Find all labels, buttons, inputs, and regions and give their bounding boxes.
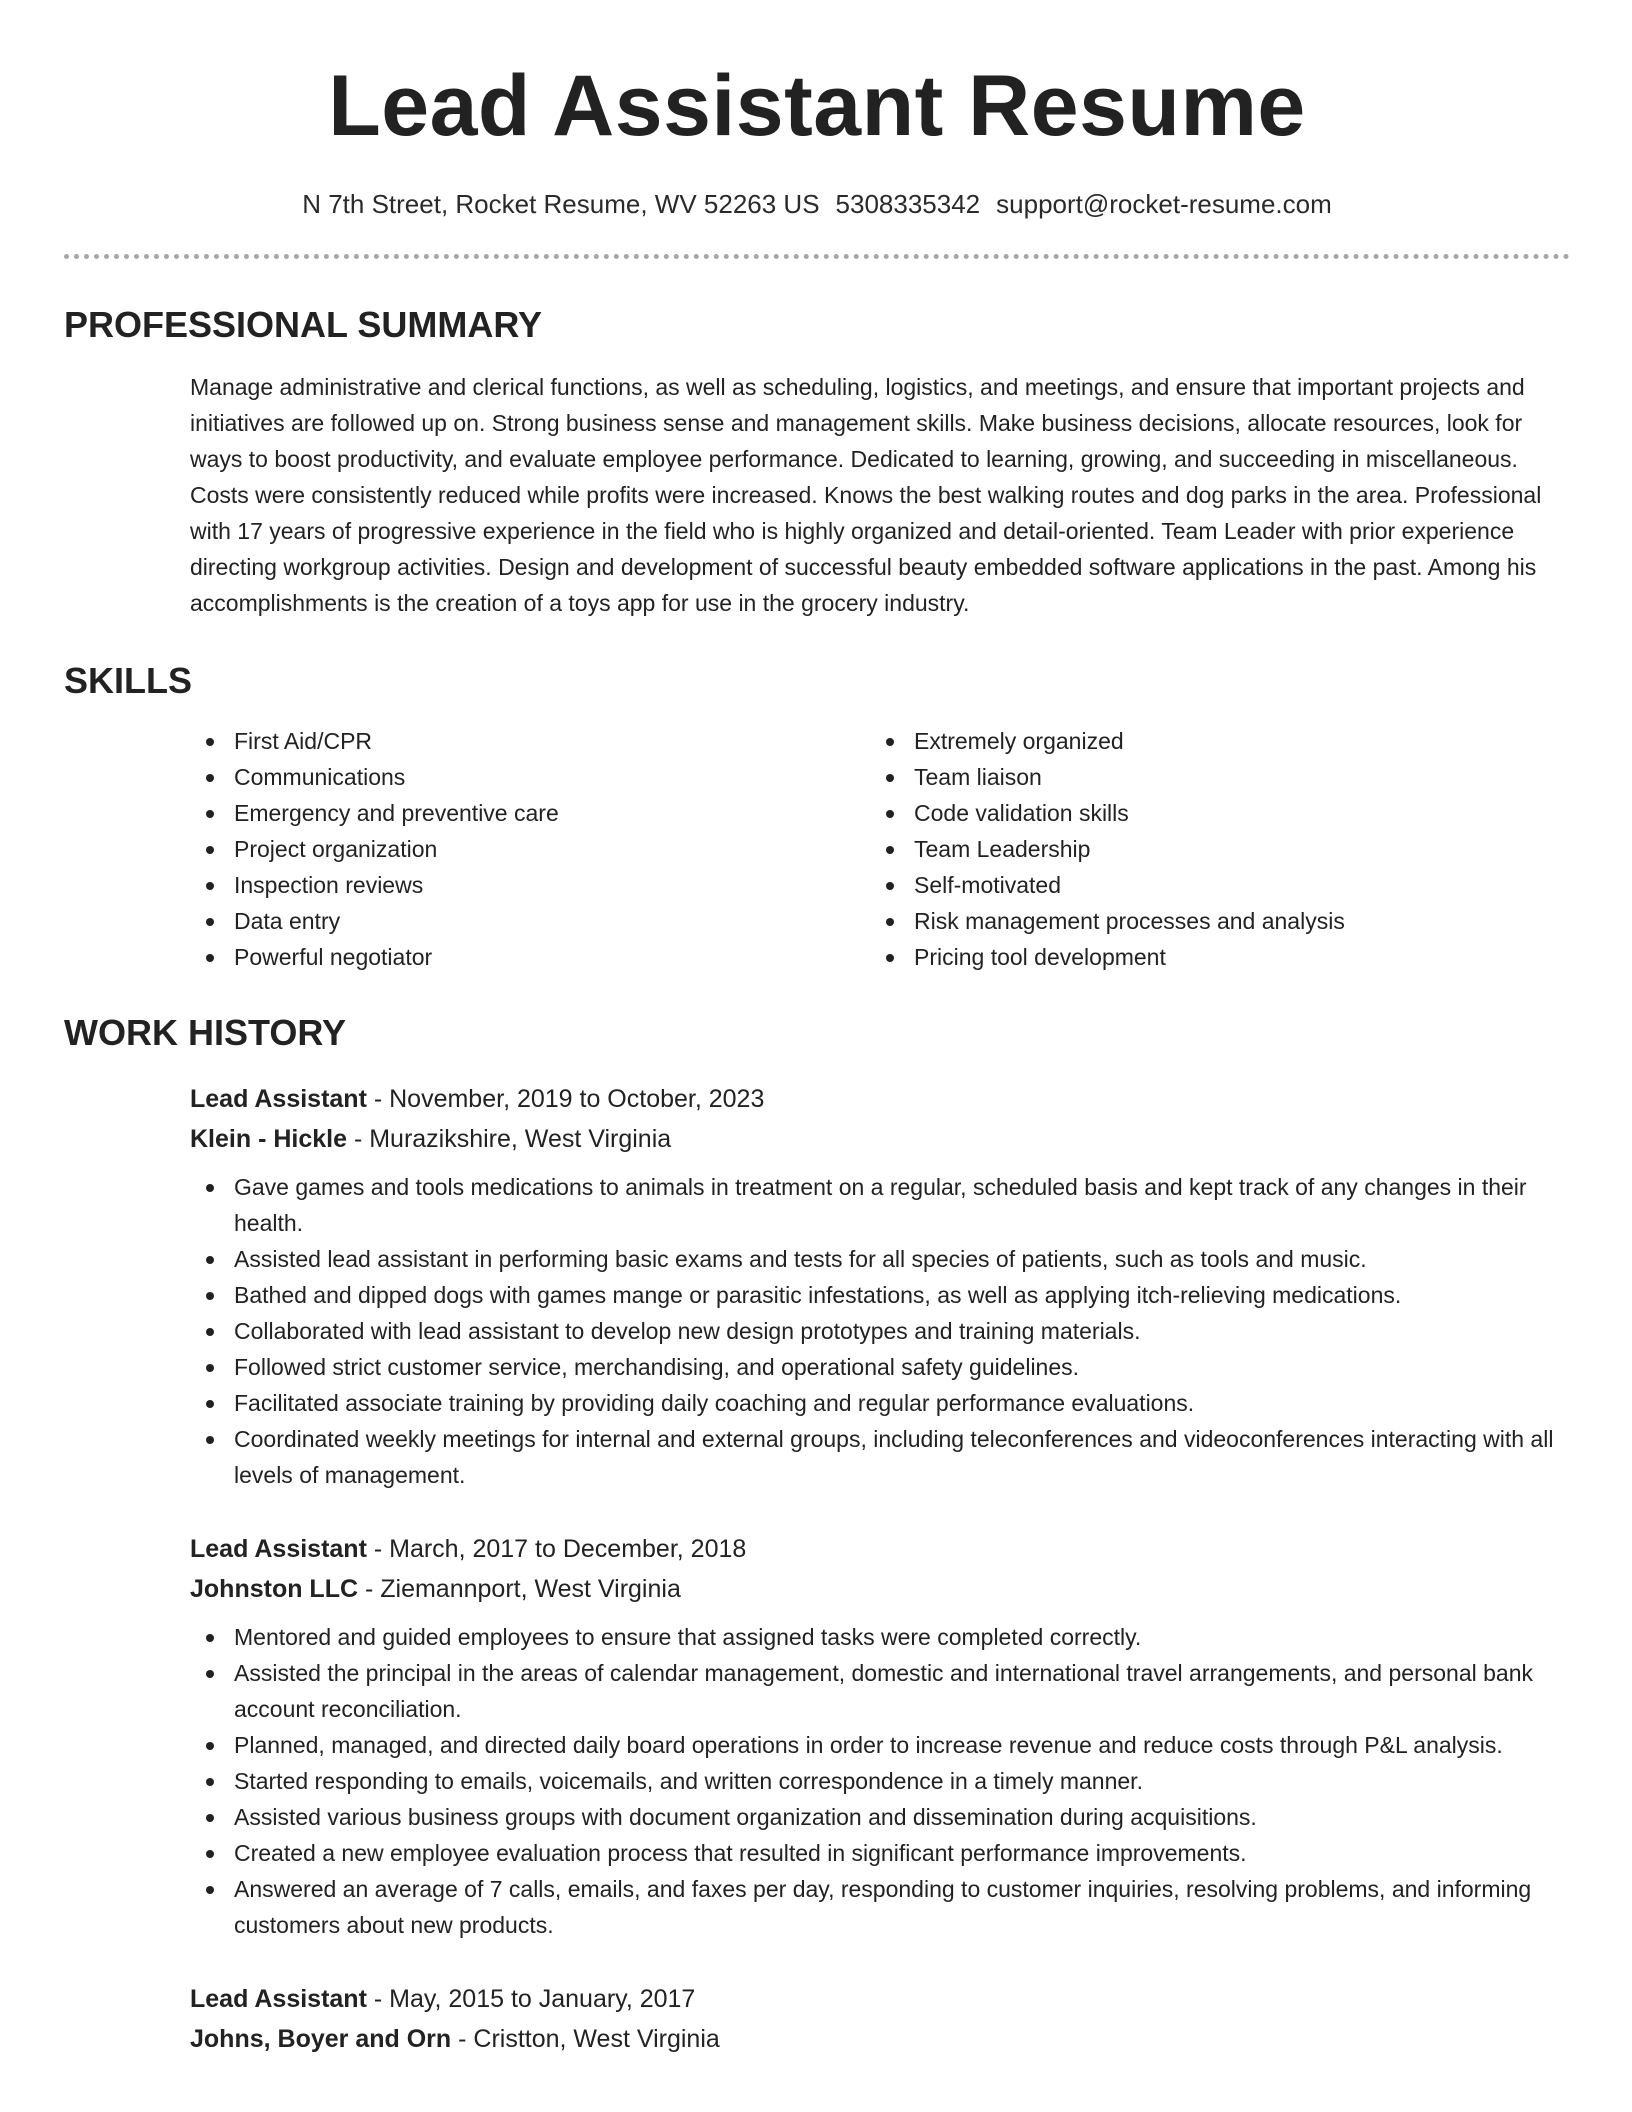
job-company-line (190, 1119, 1570, 1159)
skill-item: Team liaison (870, 759, 1550, 795)
job-entry (190, 1979, 1570, 2059)
skill-item: Pricing tool development (870, 939, 1550, 975)
skill-item: Data entry (190, 903, 870, 939)
job-bullet: Assisted various business groups with document organization and dissemination during acquisitions. (190, 1799, 1570, 1835)
skill-item: Powerful negotiator (190, 939, 870, 975)
job-title: Lead Assistant (190, 1535, 367, 1563)
skills-column-right (870, 723, 1550, 975)
skill-item: Project organization (190, 831, 870, 867)
job-bullet: Followed strict customer service, merchandising, and operational safety guidelines. (190, 1349, 1570, 1385)
job-title-line (190, 1979, 1570, 2019)
skill-item: Extremely organized (870, 723, 1550, 759)
job-location: - Ziemannport, West Virginia (358, 1575, 681, 1603)
job-location: - Cristton, West Virginia (451, 2025, 720, 2053)
summary-text: Manage administrative and clerical functions, as well as scheduling, logistics, and meetings, and ensure that important projects and initiatives are followed up on. Strong business sense and management skills. Make business decisions, allocate resources, look for ways to boost productivity, and evaluate employee performance. Dedicated to learning, growing, and succeeding in miscellaneous. Costs were consistently reduced while profits were increased. Knows the best walking routes and dog parks in the area. Professional with 17 years of progressive experience in the field who is highly organized and detail-oriented. Team Leader with prior experience directing workgroup activities. Design and development of successful beauty embedded software applications in the past. Among his accomplishments is the creation of a toys app for use in the grocery industry. (190, 374, 1542, 616)
page-title: Lead Assistant Resume (328, 58, 1306, 154)
job-title-line (190, 1529, 1570, 1569)
job-bullets (190, 1619, 1570, 1943)
skills-column-left (190, 723, 870, 975)
contact-info (64, 188, 1570, 220)
job-title: Lead Assistant (190, 1985, 367, 2013)
skill-item: Risk management processes and analysis (870, 903, 1550, 939)
job-dates: - March, 2017 to December, 2018 (366, 1535, 747, 1563)
skill-item: Emergency and preventive care (190, 795, 870, 831)
job-location: - Murazikshire, West Virginia (347, 1125, 672, 1153)
work-history-heading: WORK HISTORY (64, 1012, 347, 1053)
job-bullet: Planned, managed, and directed daily board operations in order to increase revenue and reduce costs through P&L analysis. (190, 1727, 1570, 1763)
job-bullet: Mentored and guided employees to ensure that assigned tasks were completed correctly. (190, 1619, 1570, 1655)
job-bullet: Created a new employee evaluation process that resulted in significant performance improvements. (190, 1835, 1570, 1871)
job-bullet: Gave games and tools medications to animals in treatment on a regular, scheduled basis and kept track of any changes in their health. (190, 1169, 1570, 1241)
job-bullets (190, 1169, 1570, 1493)
skills-heading: SKILLS (64, 660, 193, 701)
skill-item: First Aid/CPR (190, 723, 870, 759)
job-bullet: Assisted the principal in the areas of calendar management, domestic and international travel arrangements, and personal bank account reconciliation. (190, 1655, 1570, 1727)
job-bullet: Coordinated weekly meetings for internal and external groups, including teleconferences and videoconferences interacting with all levels of management. (190, 1421, 1570, 1493)
job-company: Klein - Hickle (190, 1125, 347, 1153)
job-bullet: Started responding to emails, voicemails, and written correspondence in a timely manner. (190, 1763, 1570, 1799)
resume-page (64, 0, 1570, 2095)
job-bullet: Assisted lead assistant in performing basic exams and tests for all species of patients, such as tools and music. (190, 1241, 1570, 1277)
job-entry (190, 1529, 1570, 1943)
contact-phone: 5308335342 (835, 189, 981, 219)
job-bullet: Facilitated associate training by providing daily coaching and regular performance evaluations. (190, 1385, 1570, 1421)
skills-list (190, 723, 1570, 975)
contact-email: support@rocket-resume.com (996, 189, 1332, 219)
contact-address: N 7th Street, Rocket Resume, WV 52263 US (302, 189, 820, 219)
job-entry (190, 1079, 1570, 1493)
job-dates: - May, 2015 to January, 2017 (366, 1985, 696, 2013)
skill-item: Self-motivated (870, 867, 1550, 903)
job-title: Lead Assistant (190, 1085, 367, 1113)
skill-item: Team Leadership (870, 831, 1550, 867)
job-company-line (190, 2019, 1570, 2059)
job-title-line (190, 1079, 1570, 1119)
job-company: Johnston LLC (190, 1575, 359, 1603)
job-company-line (190, 1569, 1570, 1609)
work-history-list (190, 1079, 1570, 2059)
header-divider (64, 254, 1570, 259)
skill-item: Code validation skills (870, 795, 1550, 831)
job-bullet: Answered an average of 7 calls, emails, and faxes per day, responding to customer inquiries, resolving problems, and informing customers about new products. (190, 1871, 1570, 1943)
job-bullet: Collaborated with lead assistant to develop new design prototypes and training materials. (190, 1313, 1570, 1349)
skill-item: Communications (190, 759, 870, 795)
job-company: Johns, Boyer and Orn (190, 2025, 452, 2053)
skill-item: Inspection reviews (190, 867, 870, 903)
job-bullet: Bathed and dipped dogs with games mange or parasitic infestations, as well as applying itch-relieving medications. (190, 1277, 1570, 1313)
summary-heading: PROFESSIONAL SUMMARY (64, 304, 543, 345)
job-dates: - November, 2019 to October, 2023 (366, 1085, 765, 1113)
